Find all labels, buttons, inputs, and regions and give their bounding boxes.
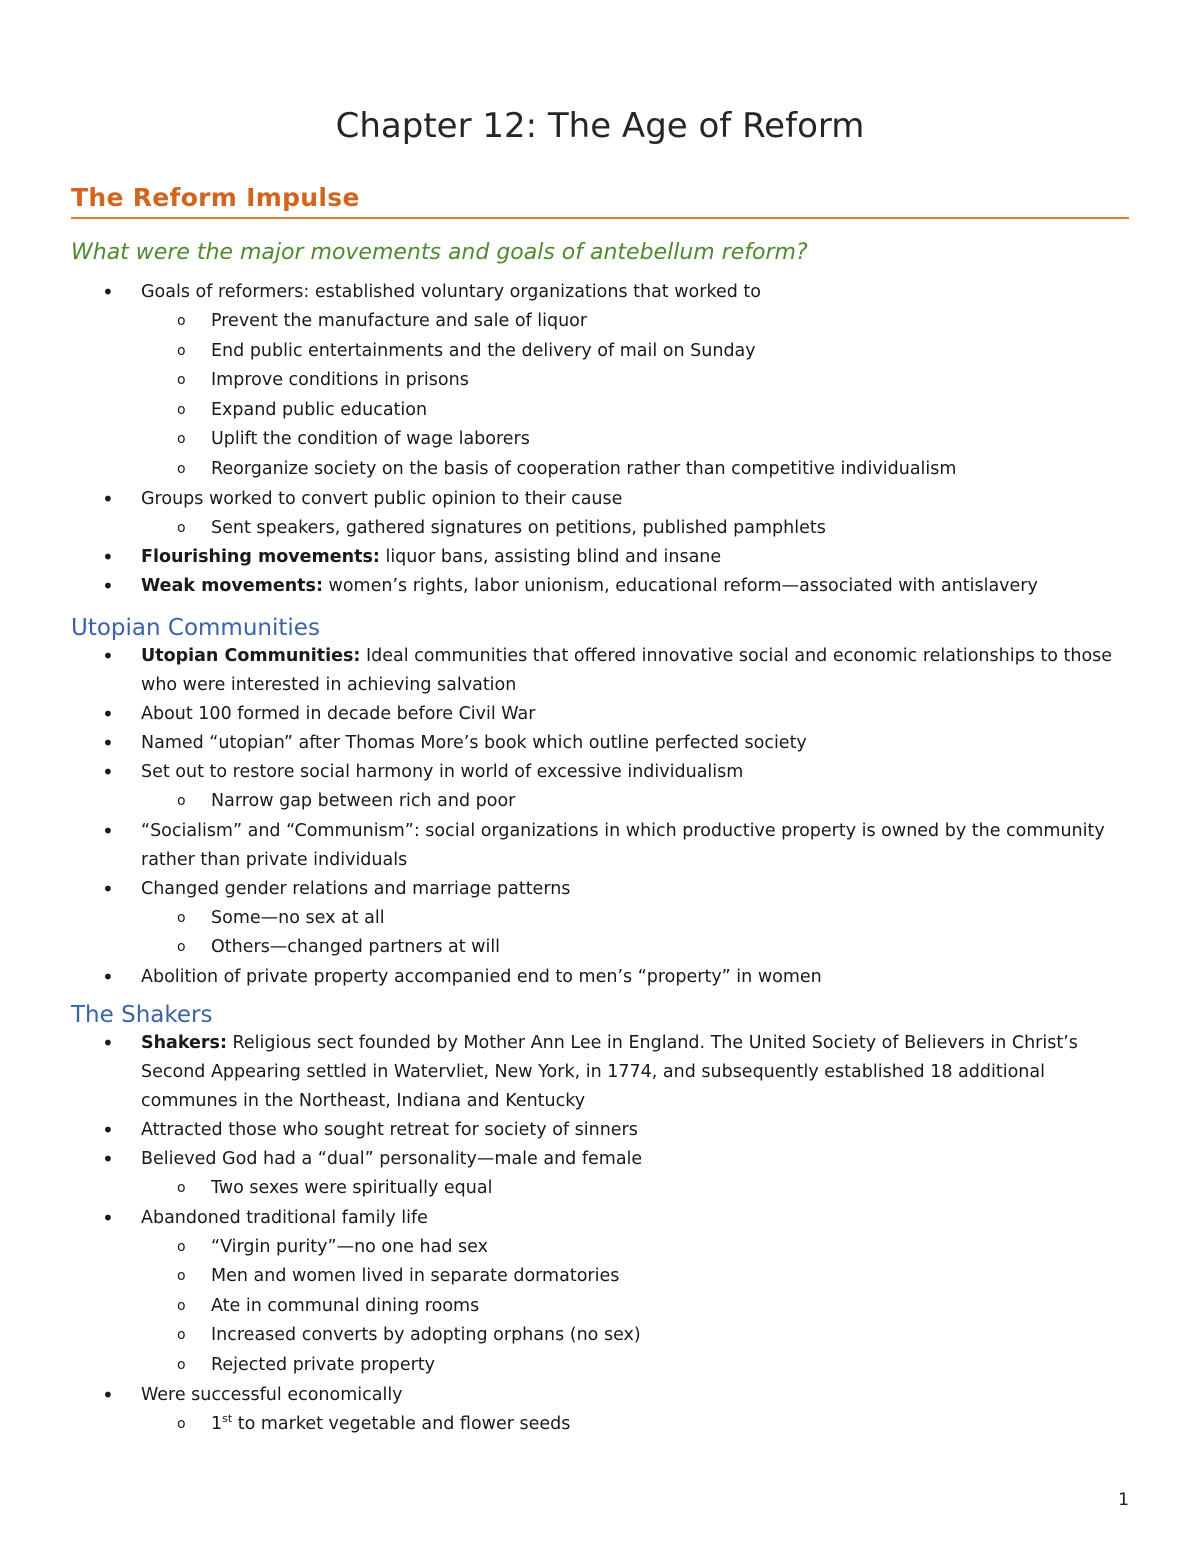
item-text: Attracted those who sought retreat for society of sinners <box>141 1120 638 1140</box>
sub-item-text: End public entertainments and the delivery of mail on Sunday <box>211 340 756 361</box>
item-text: About 100 formed in decade before Civil War <box>141 704 536 724</box>
bullet-icon: • <box>102 760 114 784</box>
sub-list-item <box>141 366 1129 396</box>
sub-list-item <box>141 1321 1129 1351</box>
sub-item-number: 1 <box>211 1413 223 1434</box>
bullet-icon: • <box>102 1031 114 1055</box>
sub-item-text: Expand public education <box>211 399 428 420</box>
sub-item-text: Narrow gap between rich and poor <box>211 791 516 811</box>
list-item <box>71 572 1129 601</box>
reform-impulse-list <box>71 278 1129 601</box>
sub-item-text: Increased converts by adopting orphans (no sex) <box>211 1325 641 1346</box>
section-question: What were the major movements and goals of antebellum reform? <box>71 240 808 265</box>
page-title: Chapter 12: The Age of Reform <box>335 106 865 146</box>
list-item <box>71 875 1129 963</box>
sub-bullet-icon: o <box>177 372 186 389</box>
bullet-icon: • <box>102 702 114 726</box>
sub-bullet-icon: o <box>177 1327 186 1344</box>
section-heading-reform-impulse: The Reform Impulse <box>71 183 360 212</box>
bullet-icon: • <box>102 1147 114 1171</box>
item-text: Set out to restore social harmony in world of excessive individualism <box>141 762 744 782</box>
bullet-icon: • <box>102 644 114 668</box>
sub-item-text: Two sexes were spiritually equal <box>211 1178 493 1198</box>
item-text: liquor bans, assisting blind and insane <box>379 547 722 568</box>
sub-item-text: Improve conditions in prisons <box>211 370 469 391</box>
sub-list-item <box>141 1174 1129 1204</box>
sub-list-item <box>141 1292 1129 1322</box>
item-text: Changed gender relations and marriage patterns <box>141 878 571 899</box>
sub-item-text: Ate in communal dining rooms <box>211 1295 480 1316</box>
sub-bullet-icon: o <box>177 793 186 809</box>
sub-bullet-icon: o <box>177 1268 186 1285</box>
item-text: Groups worked to convert public opinion to their cause <box>141 488 623 509</box>
sub-list-item <box>141 1262 1129 1292</box>
list-item <box>71 485 1129 544</box>
list-item <box>71 642 1129 700</box>
bullet-icon: • <box>102 818 114 843</box>
sub-list-item <box>141 396 1129 426</box>
sub-bullet-icon: o <box>177 1415 186 1432</box>
sub-item-text: Prevent the manufacture and sale of liquor <box>211 311 588 331</box>
list-item <box>71 1116 1129 1145</box>
sub-item-text: “Virgin purity”—no one had sex <box>211 1236 488 1257</box>
sub-list <box>141 1233 1129 1381</box>
sub-list-item <box>141 455 1129 485</box>
sub-list <box>141 307 1129 485</box>
sub-bullet-icon: o <box>177 401 186 418</box>
sub-bullet-icon: o <box>177 1356 186 1373</box>
sub-item-text: Men and women lived in separate dormatories <box>211 1266 620 1287</box>
utopian-communities-list <box>71 642 1129 992</box>
item-text: Goals of reformers: established voluntary organizations that worked to <box>141 282 761 302</box>
sub-list-item <box>141 1233 1129 1263</box>
sub-bullet-icon: o <box>177 1297 186 1314</box>
bullet-icon: • <box>102 964 114 989</box>
bullet-icon: • <box>102 280 114 304</box>
bullet-icon: • <box>102 574 114 599</box>
sub-list <box>141 787 1129 817</box>
item-term: Flourishing movements: <box>141 547 380 568</box>
sub-list <box>141 904 1129 963</box>
sub-item-text: Reorganize society on the basis of cooperation rather than competitive individualism <box>211 458 957 479</box>
list-item <box>71 817 1129 875</box>
bullet-icon: • <box>102 731 114 755</box>
heading-divider <box>71 217 1129 219</box>
sub-bullet-icon: o <box>177 1238 186 1255</box>
bullet-icon: • <box>102 545 114 570</box>
item-text: Ideal communities that offered innovative social and economic relationships to those who were interested in achieving salvation <box>141 646 1113 695</box>
section-heading-shakers: The Shakers <box>71 1002 213 1028</box>
list-item <box>71 543 1129 572</box>
sub-bullet-icon: o <box>177 909 186 926</box>
sub-bullet-icon: o <box>177 342 186 359</box>
sub-list-item <box>141 933 1129 963</box>
item-text: Abandoned traditional family life <box>141 1207 428 1228</box>
sub-bullet-icon: o <box>177 431 186 448</box>
item-text: women’s rights, labor unionism, educational reform—associated with antislavery <box>322 576 1038 597</box>
sub-list-item <box>141 1410 1129 1440</box>
item-term: Weak movements: <box>141 576 323 597</box>
sub-bullet-icon: o <box>177 1180 186 1196</box>
sub-bullet-icon: o <box>177 939 186 956</box>
item-text: Religious sect founded by Mother Ann Lee in England. The United Society of Believers in Christ’s Second Appearing settled in Watervliet, New York, in 1774, and subsequently established 18 additional communes in the Northeast, Indiana and Kentucky <box>141 1033 1078 1111</box>
item-term: Utopian Communities: <box>141 646 361 666</box>
sub-list-item <box>141 1351 1129 1381</box>
item-text: Named “utopian” after Thomas More’s book which outline perfected society <box>141 733 807 753</box>
sub-bullet-icon: o <box>177 460 186 477</box>
sub-list-item <box>141 787 1129 817</box>
list-item <box>71 700 1129 729</box>
sub-item-text: Uplift the condition of wage laborers <box>211 429 530 450</box>
sub-item-text: Some—no sex at all <box>211 907 385 928</box>
sub-bullet-icon: o <box>177 519 186 536</box>
page-number: 1 <box>1118 1490 1129 1510</box>
sub-item-text: Rejected private property <box>211 1354 436 1375</box>
item-text: “Socialism” and “Communism”: social organizations in which productive property is owned by the community rather than private individuals <box>141 820 1105 870</box>
sub-item-text: to market vegetable and flower seeds <box>232 1413 571 1434</box>
bullet-icon: • <box>102 1118 114 1142</box>
list-item <box>71 1145 1129 1204</box>
sub-bullet-icon: o <box>177 313 186 329</box>
item-text: Were successful economically <box>141 1384 403 1405</box>
bullet-icon: • <box>102 1205 114 1230</box>
list-item <box>71 278 1129 485</box>
sub-list-item <box>141 425 1129 455</box>
list-item <box>71 1029 1129 1116</box>
sub-list <box>141 514 1129 544</box>
bullet-icon: • <box>102 876 114 901</box>
shakers-list <box>71 1029 1129 1439</box>
sub-item-text: Others—changed partners at will <box>211 937 501 958</box>
list-item <box>71 758 1129 817</box>
list-item <box>71 1381 1129 1440</box>
sub-list-item <box>141 337 1129 367</box>
sub-item-text: Sent speakers, gathered signatures on petitions, published pamphlets <box>211 517 826 538</box>
sub-list <box>141 1410 1129 1440</box>
bullet-icon: • <box>102 486 114 511</box>
sub-list-item <box>141 514 1129 544</box>
sub-list-item <box>141 307 1129 337</box>
item-term: Shakers: <box>141 1033 227 1053</box>
sub-list <box>141 1174 1129 1204</box>
item-text: Abolition of private property accompanied end to men’s “property” in women <box>141 966 822 987</box>
list-item <box>71 729 1129 758</box>
section-heading-utopian-communities: Utopian Communities <box>71 615 320 641</box>
list-item <box>71 1204 1129 1381</box>
list-item <box>71 963 1129 992</box>
item-text: Believed God had a “dual” personality—male and female <box>141 1149 643 1169</box>
sub-list-item <box>141 904 1129 934</box>
bullet-icon: • <box>102 1382 114 1407</box>
ordinal-suffix: st <box>222 1411 233 1425</box>
